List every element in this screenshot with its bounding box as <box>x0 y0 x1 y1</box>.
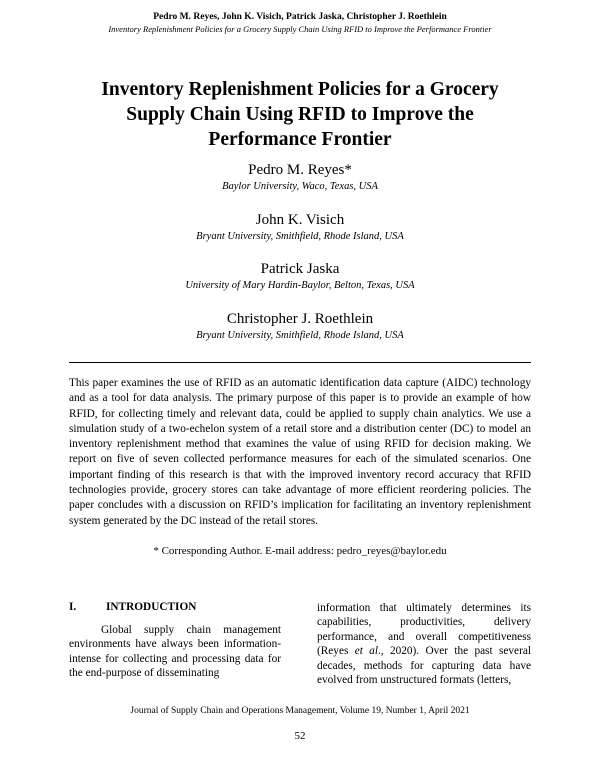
citation-et-al: et al <box>354 645 378 658</box>
running-header-title: Inventory Replenishment Policies for a Grocery Supply Chain Using RFID to Improve the Performance Frontier <box>108 24 492 34</box>
divider-rule <box>69 362 531 363</box>
page-number: 52 <box>294 730 306 742</box>
title-line: Performance Frontier <box>208 129 392 150</box>
author-affiliation: Baylor University, Waco, Texas, USA <box>222 181 378 192</box>
author-affiliation: Bryant University, Smithfield, Rhode Island, USA <box>196 231 404 242</box>
right-column-text: information that ultimately determines its capabilities, productivities, delivery performance, and overall competitiveness (Reyes <box>317 602 531 658</box>
author-name: Patrick Jaska <box>260 261 340 277</box>
running-header-authors: Pedro M. Reyes, John K. Visich, Patrick Jaska, Christopher J. Roethlein <box>153 12 447 22</box>
right-column-text: ., 2020). Over the past several decades, methods for capturing data have evolved from unstructured formats (letters, <box>317 645 531 687</box>
body-right-column <box>317 601 531 687</box>
section-heading <box>69 601 196 613</box>
author-name: Pedro M. Reyes* <box>248 162 352 178</box>
author-affiliation: Bryant University, Smithfield, Rhode Island, USA <box>196 330 404 341</box>
author-name: John K. Visich <box>255 212 345 228</box>
corresponding-author-note: * Corresponding Author. E-mail address: pedro_reyes@baylor.edu <box>153 545 447 557</box>
title-line: Supply Chain Using RFID to Improve the <box>126 104 474 125</box>
section-number: I. <box>69 601 77 613</box>
author-name: Christopher J. Roethlein <box>226 311 374 327</box>
author-affiliation: University of Mary Hardin-Baylor, Belton, Texas, USA <box>185 280 415 291</box>
section-title: INTRODUCTION <box>106 601 197 613</box>
paper-title <box>60 77 540 152</box>
title-line: Inventory Replenishment Policies for a Grocery <box>101 79 499 100</box>
body-left-column: Global supply chain management environments have always been information-intense for collecting and processing data for the end-purpose of disseminating <box>69 624 281 680</box>
abstract: This paper examines the use of RFID as an automatic identification data capture (AIDC) technology and as a tool for data analysis. The primary purpose of this paper is to provide an example of how RFID, for collecting timely and relevant data, could be applied to supply chain analytics. We use a simulation study of a two-echelon system of a retail store and a distribution center (DC) to model an inventory replenishment method that examines the value of using RFID for decision making. We report on five of seven collected performance measures for each of the simulated scenarios. One important finding of this research is that with the improved inventory record accuracy that RFID technologies provide, grocery stores can take advantage of more efficient reordering policies. The paper concludes with a discussion on RFID’s implication for facilitating an inventory replenishment system generated by the DC instead of the retail stores. <box>69 377 531 527</box>
journal-footer: Journal of Supply Chain and Operations Management, Volume 19, Number 1, April 2021 <box>130 706 470 716</box>
